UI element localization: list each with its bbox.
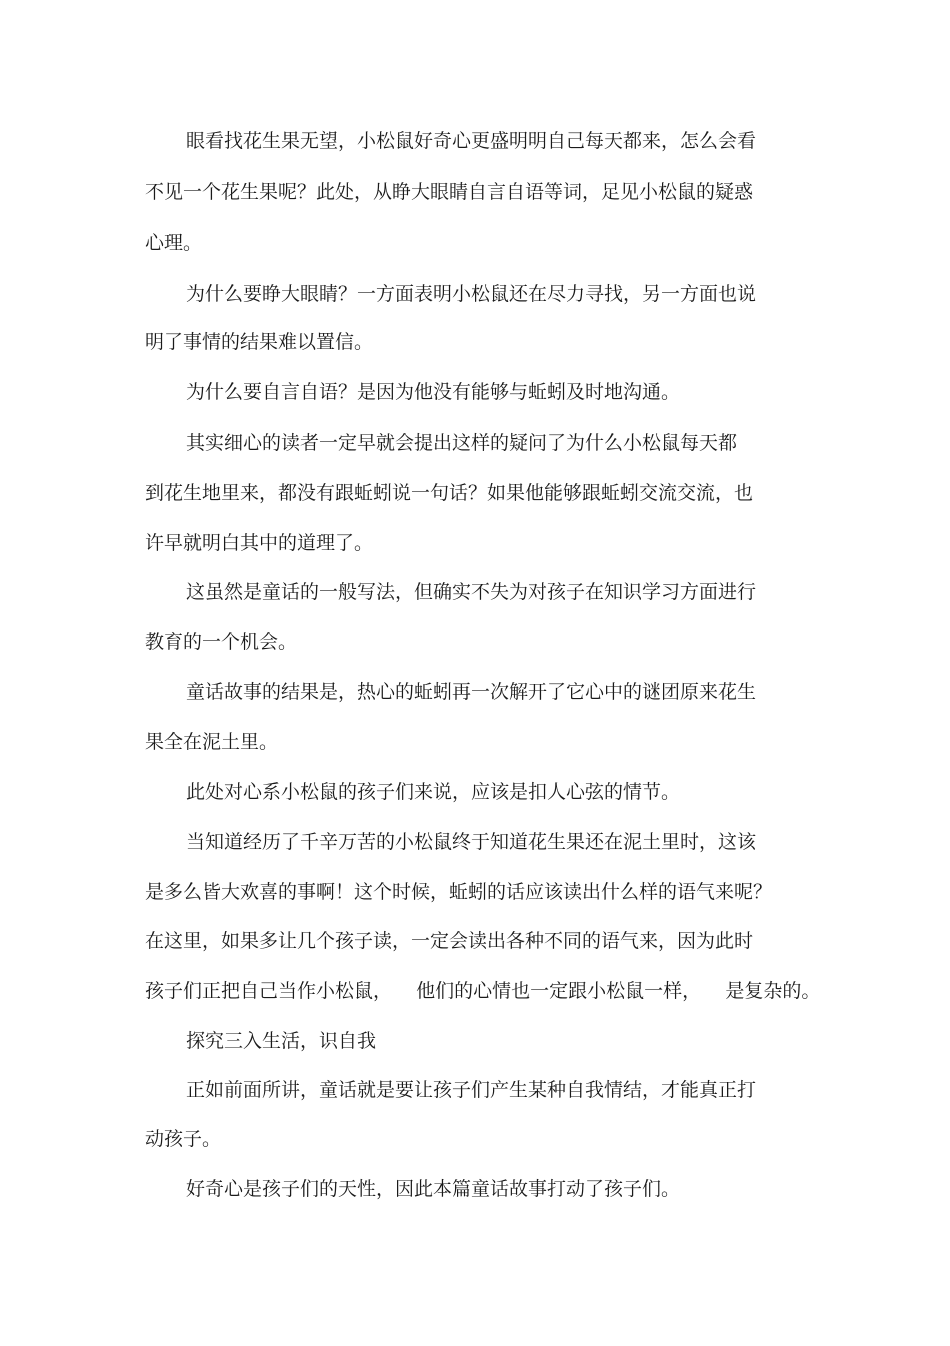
text-line: 此处对心系小松鼠的孩子们来说，应该是扣人心弦的情节。 (186, 781, 681, 803)
text-line: 为什么要自言自语？是因为他没有能够与蚯蚓及时地沟通。 (186, 381, 681, 403)
text-line: 果全在泥土里。 (145, 731, 279, 753)
text-line: 是多么皆大欢喜的事啊！这个时候，蚯蚓的话应该读出什么样的语气来呢？ (145, 881, 773, 903)
text-line: 到花生地里来，都没有跟蚯蚓说一句话？如果他能够跟蚯蚓交流交流，也 (145, 482, 754, 504)
text-line: 好奇心是孩子们的天性，因此本篇童话故事打动了孩子们。 (186, 1178, 681, 1200)
text-line: 明了事情的结果难以置信。 (145, 331, 374, 353)
text-line: 这虽然是童话的一般写法，但确实不失为对孩子在知识学习方面进行 (186, 581, 757, 603)
section-heading: 探究三入生活，识自我 (186, 1030, 377, 1052)
text-line: 心理。 (145, 232, 203, 254)
text-line: 童话故事的结果是，热心的蚯蚓再一次解开了它心中的谜团原来花生 (186, 681, 757, 703)
text-line: 不见一个花生果呢？此处，从睁大眼睛自言自语等词，足见小松鼠的疑惑 (145, 181, 754, 203)
text-line: 为什么要睁大眼睛？一方面表明小松鼠还在尽力寻找，另一方面也说 (186, 283, 757, 305)
text-line: 眼看找花生果无望，小松鼠好奇心更盛明明自己每天都来，怎么会看 (186, 130, 757, 152)
text-line: 在这里，如果多让几个孩子读，一定会读出各种不同的语气来，因为此时 (145, 930, 754, 952)
text-line: 当知道经历了千辛万苦的小松鼠终于知道花生果还在泥土里时，这该 (186, 831, 757, 853)
text-line: 其实细心的读者一定早就会提出这样的疑问了为什么小松鼠每天都 (186, 432, 738, 454)
text-line: 孩子们正把自己当作小松鼠， 他们的心情也一定跟小松鼠一样， 是复杂的。 (145, 980, 821, 1002)
text-line: 许早就明白其中的道理了。 (145, 532, 374, 554)
text-line: 正如前面所讲，童话就是要让孩子们产生某种自我情结，才能真正打 (186, 1079, 757, 1101)
text-line: 教育的一个机会。 (145, 631, 298, 653)
text-line: 动孩子。 (145, 1128, 222, 1150)
